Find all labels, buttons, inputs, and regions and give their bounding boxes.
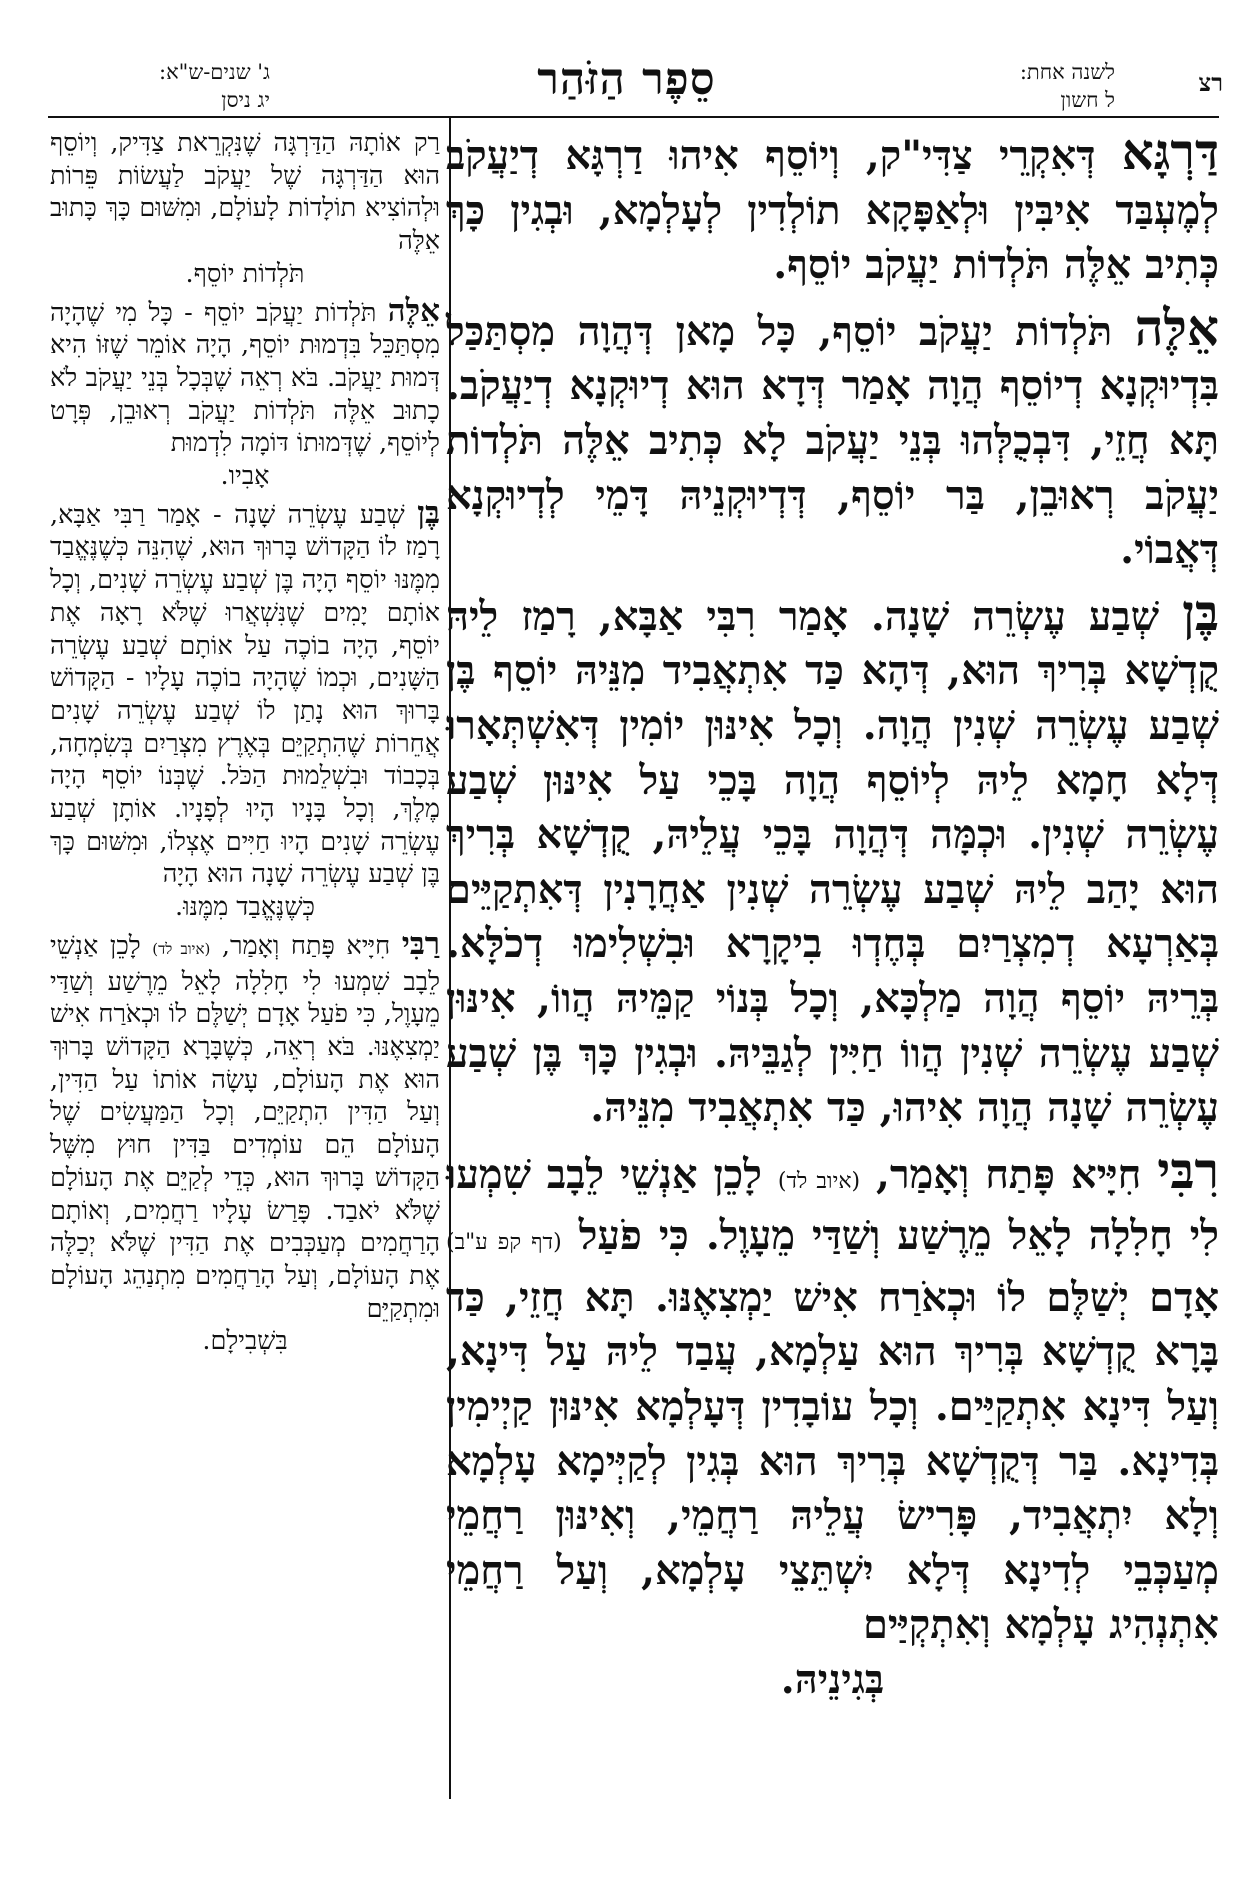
paragraph-text: חִיָּיא פָּתַח וְאָמַר, (860, 1150, 1158, 1198)
main-text-column (446, 122, 1220, 1795)
side-paragraph-end: כְּשֶׁנֶּאֱבַד מִמֶּנּוּ. (175, 892, 315, 923)
main-paragraph (446, 582, 1219, 1136)
tikkun-date: יג ניסן (221, 88, 270, 112)
paragraph-text: תֹּלְדוֹת יַעֲקֹב יוֹסֵף, כָּל מָאן דְּהֲוָה מִסְתַּכַּל בִּדְיוּקְנָא דְיוֹסֵף הֲוָה אָמַר דְּדָא הוּא דְיוּקְנָא דְיַעֲקֹב. תָּא חֲזֵי, דִּבְכֻלְּהוּ בְּנֵי יַעֲקֹב לָא כְּתִיב אֵלֶּה תֹּלְדוֹת יַעֲקֹב רְאוּבֵן, בַּר יוֹסֵף, דְּדְיוּקְנֵיהּ דָּמֵי לְדְיוּקְנָא דְּאֲבוֹי. (446, 307, 1219, 574)
main-paragraph-end: בְּגִינֵיהּ. (780, 1656, 885, 1704)
tikkun-label: ג' שנים-ש"א: (159, 60, 270, 84)
paragraph-text: אָדָם יְשַׁלֶּם לוֹ וּכְאֹרַח אִישׁ יַמְצִאֶנּוּ. תָּא חֲזֵי, כַּד בָּרָא קֻדְשָׁא בְּרִיךְ הוּא עַלְמָא, עֲבַד לֵיהּ עַל דִּינָא, וְעַל דִּינָא אִתְקַיַּים. וְכָל עוֹבָדִין דְּעָלְמָא אִינּוּן קַיְימִין בְּדִינָא. בַּר דְּקֻדְשָׁא בְּרִיךְ הוּא בְּגִין לְקַיְּימָא עָלְמָא וְלָא יִתְאֲבִיד, פָּרִישׂ עֲלֵיהּ רַחֲמֵי, וְאִינּוּן רַחֲמֵי מְעַכְּבֵי לְדִינָא דְּלָא יִשְׁתֵּצֵי עָלְמָא, וְעַל רַחֲמֵי אִתְנְהִיג עָלְמָא וְאִתְקְיַּים (446, 1273, 1219, 1649)
translation-column (50, 127, 440, 1797)
paragraph-lead-word: רִבִּי (1157, 1140, 1220, 1200)
paragraph-text: דְּאִקְרֵי צַדִּי"ק, וְיוֹסֵף אִיהוּ דַרְגָּא דְיַעֲקֹב לְמֶעְבַּד אִיבִּין וּלְאַפָּקָא תוֹלְדִין לְעָלְמָא, וּבְגִין כָּךְ כְּתִיב אֵלֶּה תֹּלְדוֹת יַעֲקֹב יוֹסֵף. (446, 132, 1219, 289)
page-number: רצ (1198, 68, 1223, 97)
header-rule (48, 116, 1219, 118)
paragraph-text: שְׁבַע עֶשְׂרֵה שָׁנָה. אָמַר רִבִּי אַבָּא, רָמַז לֵיהּ קֻדְשָׁא בְּרִיךְ הוּא, דְּהָא כַּד אִתְאֲבִיד מִנֵּיהּ יוֹסֵף בֶּן שְׁבַע עֶשְׂרֵה שְׁנִין הֲוָה. וְכָל אִינּוּן יוֹמִין דְּאִשְׁתְּאָרוּ דְּלָא חָמָא לֵיהּ לְיוֹסֵף הֲוָה בָּכֵי עַל אִינּוּן שְׁבַע עֶשְׂרֵה שְׁנִין. וּכְמָּה דְּהֲוָה בָּכֵי עֲלֵיהּ, קֻדְשָׁא בְּרִיךְ הוּא יָהַב לֵיהּ שְׁבַע עֶשְׂרֵה שְׁנִין אַחֲרָנִין דְּאִתְקַיֵּים בְּאַרְעָא דְמִצְרַיִם בְּחֶדְוּ בִיקָרָא וּבִשְׁלִימוּ דְכֹלָּא. בְּרֵיהּ יוֹסֵף הֲוָה מַלְכָּא, וְכָל בְּנוֹי קַמֵּיהּ הֲווֹ, אִינּוּן שְׁבַע עֶשְׂרֵה שְׁנִין הֲווֹ חַיִּין לְגַבֵּיהּ. וּבְגִין כָּךְ בֶּן שְׁבַע עֶשְׂרֵה שָׁנָה הֲוָה אִיהוּ, כַּד אִתְאֲבִיד מִנֵּיהּ. (446, 592, 1219, 1132)
paragraph-text: חִיָּיא פָּתַח וְאָמַר, (210, 930, 402, 961)
tikkun-schedule (50, 58, 270, 118)
main-paragraph (446, 122, 1219, 293)
paragraph-text: לָכֵן אַנְשֵׁי לֵבָב שִׁמְעוּ לִי חָלִלָה לָאֵל מֵרֶשַׁע וְשַׁדַּי מֵעָוֶל. כִּי פֹעַל (446, 1150, 1219, 1260)
paragraph-lead-word: דַּרְגָּא (1121, 122, 1219, 181)
page-reference: (דף קפ ע"ב) (446, 1230, 562, 1256)
side-paragraph-end: אָבִיו. (220, 461, 270, 492)
paragraph-lead-word: בֶּן (1182, 582, 1219, 642)
side-paragraph-end: תֹּלְדוֹת יוֹסֵף. (185, 258, 305, 289)
paragraph-lead-word: בֶּן (417, 494, 440, 531)
paragraph-lead-word: אֵלֶּה (387, 292, 440, 329)
side-paragraph (50, 925, 440, 1325)
paragraph-lead-word: אֵלֶּה (1134, 297, 1219, 357)
study-label: לשנה אחת: (1019, 60, 1115, 84)
verse-reference: (איוב לד) (777, 1168, 861, 1194)
paragraph-text: תֹּלְדוֹת יַעֲקֹב יוֹסֵף - כָּל מִי שֶׁהָיָה מִסְתַּכֵּל בִּדְמוּת יוֹסֵף, הָיָה אוֹמֵר שֶׁזּוֹ הִיא דְּמוּת יַעֲקֹב. בֹּא רְאֵה שֶׁבְּכָל בְּנֵי יַעֲקֹב לֹא כָתוּב אֵלֶּה תֹּלְדוֹת יַעֲקֹב רְאוּבֵן, פְּרָט לְיוֹסֵף, שֶׁדְּמוּתוֹ דּוֹמָה לִדְמוּת (50, 297, 440, 459)
side-paragraph: רַק אוֹתָהּ הַדַּרְגָּה שֶׁנִּקְרֵאת צַדִּיק, וְיוֹסֵף הוּא הַדַּרְגָּה שֶׁל יַעֲקֹב לַעֲשׂוֹת פֵּרוֹת וּלְהוֹצִיא תוֹלָדוֹת לָעוֹלָם, וּמִשּׁוּם כָּךְ כָּתוּב אֵלֶּה (50, 128, 440, 257)
verse-reference: (איוב לד) (152, 939, 211, 958)
main-paragraph (446, 1140, 1220, 1653)
main-paragraph (446, 297, 1219, 578)
side-paragraph (50, 292, 440, 461)
paragraph-text: שְׁבַע עֶשְׂרֵה שָׁנָה - אָמַר רַבִּי אַבָּא, רָמַז לוֹ הַקָּדוֹשׁ בָּרוּךְ הוּא, שֶׁהִנֵּה כְּשֶׁנֶּאֱבַד מִמֶּנּוּ יוֹסֵף הָיָה בֶּן שְׁבַע עֶשְׂרֵה שָׁנִים, וְכָל אוֹתָם יָמִים שֶׁנִּשְׁאֲרוּ שֶׁלֹּא רָאָה אֶת יוֹסֵף, הָיָה בוֹכֶה עַל אוֹתָם שְׁבַע עֶשְׂרֵה הַשָּׁנִים, וּכְמוֹ שֶׁהָיָה בוֹכֶה עָלָיו - הַקָּדוֹשׁ בָּרוּךְ הוּא נָתַן לוֹ שְׁבַע עֶשְׂרֵה שָׁנִים אֲחֵרוֹת שֶׁהִתְקַיֵּם בְּאֶרֶץ מִצְרַיִם בְּשִׂמְחָה, בְּכָבוֹד וּבִשְׁלֵמוּת הַכֹּל. שֶׁבְּנוֹ יוֹסֵף הָיָה מֶלֶךְ, וְכָל בָּנָיו הָיוּ לְפָנָיו. אוֹתָן שְׁבַע עֶשְׂרֵה שָׁנִים הָיוּ חַיִּים אֶצְלוֹ, וּמִשּׁוּם כָּךְ בֶּן שְׁבַע עֶשְׂרֵה שָׁנָה הוּא הָיָה (50, 499, 440, 890)
study-date: ל חשון (1060, 88, 1115, 112)
paragraph-lead-word: רַבִּי (401, 925, 440, 962)
side-paragraph (50, 494, 440, 891)
side-paragraph-end: בִּשְׁבִילָם. (202, 1326, 288, 1357)
book-title: סֵפֶר הַזֹּהַר (537, 54, 716, 105)
paragraph-text: לָכֵן אַנְשֵׁי לֵבָב שִׁמְעוּ לִי חָלִלָה לָאֵל מֵרֶשַׁע וְשַׁדַּי מֵעָוֶל, כִּי פֹעַל אָדָם יְשַׁלֶּם לוֹ וּכְאֹרַח אִישׁ יַמְצִאֶנּוּ. בֹּא רְאֵה, כְּשֶׁבָּרָא הַקָּדוֹשׁ בָּרוּךְ הוּא אֶת הָעוֹלָם, עָשָׂה אוֹתוֹ עַל הַדִּין, וְעַל הַדִּין הִתְקַיֵּם, וְכָל הַמַּעֲשִׂים שֶׁל הָעוֹלָם הֵם עוֹמְדִים בַּדִּין חוּץ מִשֶּׁל הַקָּדוֹשׁ בָּרוּךְ הוּא, כְּדֵי לְקַיֵּם אֶת הָעוֹלָם שֶׁלֹּא יֹאבַד. פָּרַשׂ עָלָיו רַחֲמִים, וְאוֹתָם הָרַחֲמִים מְעַכְּבִים אֶת הַדִּין שֶׁלֹּא יְכַלֶּה אֶת הָעוֹלָם, וְעַל הָרַחֲמִים מִתְנַהֵג הָעוֹלָם וּמִתְקַיֵּם (50, 930, 440, 1324)
